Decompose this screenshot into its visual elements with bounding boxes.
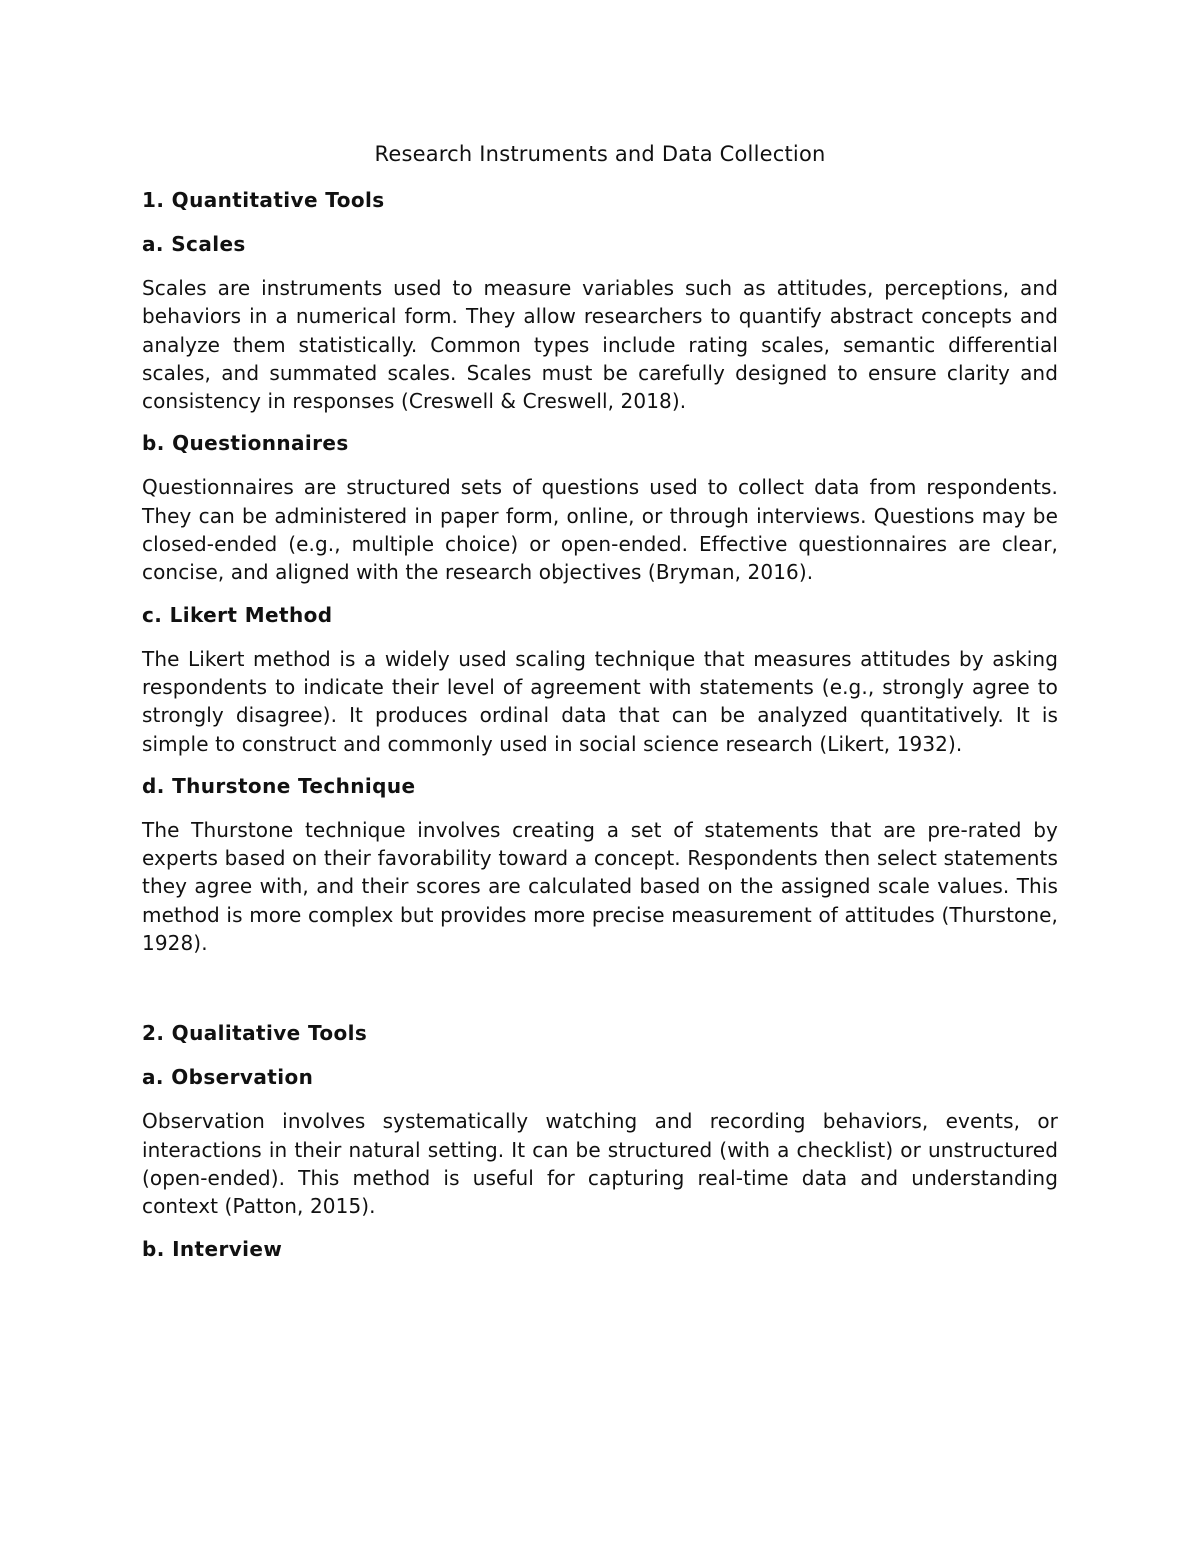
subsection-heading-interview: b. Interview [142, 1236, 283, 1261]
subsection-heading-observation: a. Observation [142, 1065, 314, 1090]
paragraph-questionnaires: Questionnaires are structured sets of questions used to collect data from respondents. They can be administered in paper form, online, or through interviews. Questions may be closed-ended (e.g., multiple choice) or open-ended. Effective questionnaires are clear, concise, and aligned with the research objectives (Bryman, 2016). [142, 475, 1058, 585]
paragraph-likert-method: The Likert method is a widely used scaling technique that measures attitudes by asking respondents to indicate their level of agreement with statements (e.g., strongly agree to strongly disagree). It produces ordinal data that can be analyzed quantitatively. It is simple to construct and commonly used in social science research (Likert, 1932). [142, 646, 1058, 756]
subsection-heading-scales: a. Scales [142, 232, 246, 256]
document-body [142, 140, 1058, 1279]
section-heading-qualitative-tools: 2. Qualitative Tools [142, 1021, 368, 1046]
subsection-heading-likert-method: c. Likert Method [142, 602, 333, 627]
subsection-heading-thurstone-technique: d. Thurstone Technique [142, 773, 416, 798]
paragraph-scales: Scales are instruments used to measure variables such as attitudes, perceptions, and behaviors in a numerical form. They allow researchers to quantify abstract concepts and analyze them statistically. Common types include rating scales, semantic differential scales, and summated scales. Scales must be carefully designed to ensure clarity and consistency in responses (Creswell & Creswell, 2018). [142, 276, 1058, 414]
document-title: Research Instruments and Data Collection [374, 142, 826, 166]
paragraph-thurstone-technique: The Thurstone technique involves creating a set of statements that are pre-rated by experts based on their favorability toward a concept. Respondents then select statements they agree with, and their scores are calculated based on the assigned scale values. This method is more complex but provides more precise measurement of attitudes (Thurstone, 1928). [142, 817, 1058, 956]
section-heading-quantitative-tools: 1. Quantitative Tools [142, 188, 385, 212]
paragraph-observation: Observation involves systematically watching and recording behaviors, events, or interactions in their natural setting. It can be structured (with a checklist) or unstructured (open-ended). This method is useful for capturing real-time data and understanding context (Patton, 2015). [142, 1109, 1058, 1219]
section-spacer [142, 971, 1058, 1019]
subsection-heading-questionnaires: b. Questionnaires [142, 431, 349, 456]
